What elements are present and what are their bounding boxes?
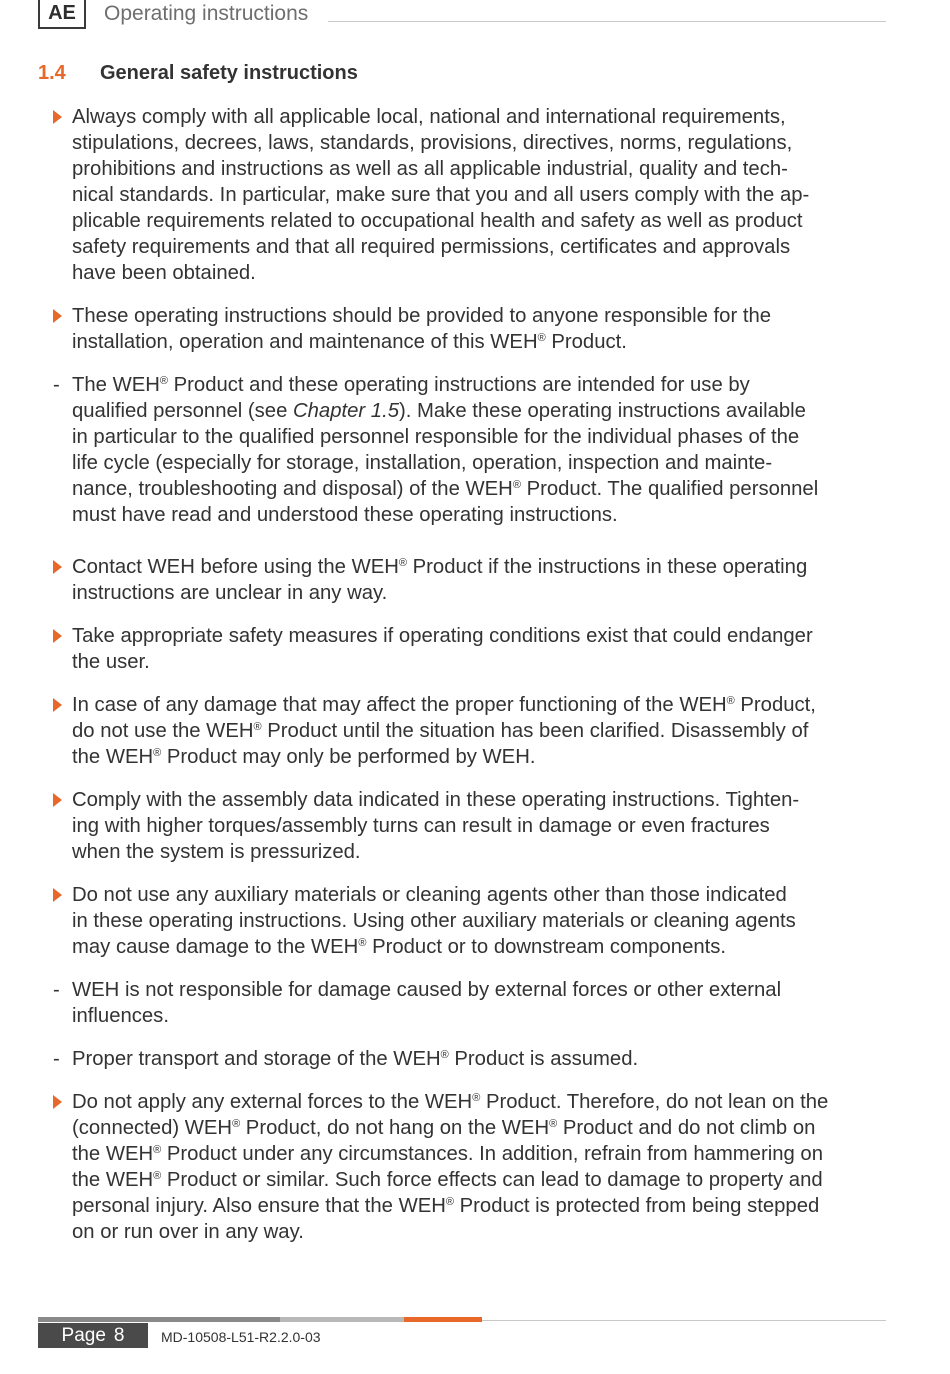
instruction-item [50, 372, 888, 528]
instruction-item [50, 1089, 888, 1245]
instruction-line: when the system is pressurized. [72, 841, 361, 863]
footer-bar [38, 1317, 886, 1323]
section-heading [38, 62, 358, 85]
bullet-dash-icon [50, 977, 66, 1003]
triangle-shape [53, 793, 62, 807]
section-title: General safety instructions [100, 62, 358, 84]
footer-bar-light [280, 1317, 404, 1322]
instruction-item [50, 303, 888, 355]
instruction-line: in particular to the qualified personnel responsible for the individual phases of the [72, 426, 800, 448]
instruction-item [50, 692, 888, 770]
instruction-line: influences. [72, 1005, 169, 1027]
page-label: Page [61, 1324, 106, 1346]
instruction-item [50, 623, 888, 675]
instruction-line: ing with higher torques/assembly turns can result in damage or even fractures [72, 815, 770, 837]
language-badge: AE [38, 0, 86, 29]
bullet-triangle-icon [50, 1089, 66, 1115]
bullet-dash-icon [50, 1046, 66, 1072]
instruction-line: Take appropriate safety measures if operating conditions exist that could endanger [72, 625, 813, 647]
bullet-dash-icon [50, 372, 66, 398]
instruction-line: Do not apply any external forces to the WEH® Product. Therefore, do not lean on the [72, 1091, 829, 1113]
instruction-line: safety requirements and that all required permissions, certificates and approvals [72, 236, 791, 258]
instruction-line: instructions are unclear in any way. [72, 582, 388, 604]
instruction-line: qualified personnel (see Chapter 1.5). Make these operating instructions available [72, 400, 806, 422]
instruction-line: These operating instructions should be provided to anyone responsible for the [72, 305, 772, 327]
dash-glyph: - [53, 1048, 60, 1070]
page-number: 8 [113, 1324, 125, 1346]
instruction-line: the WEH® Product or similar. Such force effects can lead to damage to property and [72, 1169, 823, 1191]
instruction-line: the user. [72, 651, 150, 673]
triangle-shape [53, 698, 62, 712]
dash-glyph: - [53, 979, 60, 1001]
instruction-line: the WEH® Product may only be performed by WEH. [72, 746, 536, 768]
instruction-line: In case of any damage that may affect the proper functioning of the WEH® Product, [72, 694, 816, 716]
instruction-item [50, 104, 888, 286]
safety-instructions-list [50, 104, 888, 1245]
footer-bar-dark [38, 1317, 280, 1322]
page-number-box [38, 1323, 148, 1348]
instruction-item [50, 977, 888, 1029]
document-id: MD-10508-L51-R2.2.0-03 [161, 1329, 321, 1345]
triangle-shape [53, 629, 62, 643]
bullet-triangle-icon [50, 104, 66, 130]
instruction-line: must have read and understood these operating instructions. [72, 504, 618, 526]
instruction-item [50, 787, 888, 865]
instruction-line: the WEH® Product under any circumstances. In addition, refrain from hammering on [72, 1143, 823, 1165]
instruction-item [50, 554, 888, 606]
dash-glyph: - [53, 374, 60, 396]
footer-rule [482, 1320, 886, 1321]
instruction-line: stipulations, decrees, laws, standards, provisions, directives, norms, regulations, [72, 132, 793, 154]
instruction-line: Contact WEH before using the WEH® Product if the instructions in these operating [72, 556, 808, 578]
instruction-line: nance, troubleshooting and disposal) of the WEH® Product. The qualified personnel [72, 478, 819, 500]
instruction-line: prohibitions and instructions as well as all applicable industrial, quality and tech- [72, 158, 788, 180]
instruction-line: personal injury. Also ensure that the WEH® Product is protected from being stepped [72, 1195, 820, 1217]
instruction-line: may cause damage to the WEH® Product or to downstream components. [72, 936, 727, 958]
instruction-line: Do not use any auxiliary materials or cleaning agents other than those indicated [72, 884, 787, 906]
instruction-line: Comply with the assembly data indicated in these operating instructions. Tighten- [72, 789, 800, 811]
instruction-line: (connected) WEH® Product, do not hang on the WEH® Product and do not climb on [72, 1117, 816, 1139]
bullet-triangle-icon [50, 787, 66, 813]
bullet-triangle-icon [50, 882, 66, 908]
triangle-shape [53, 560, 62, 574]
instruction-line: nical standards. In particular, make sure that you and all users comply with the ap- [72, 184, 810, 206]
bullet-triangle-icon [50, 692, 66, 718]
triangle-shape [53, 309, 62, 323]
instruction-line: WEH is not responsible for damage caused by external forces or other external [72, 979, 782, 1001]
instruction-line: Proper transport and storage of the WEH® Product is assumed. [72, 1048, 639, 1070]
page-header [38, 0, 886, 32]
triangle-shape [53, 110, 62, 124]
bullet-triangle-icon [50, 623, 66, 649]
instruction-line: Always comply with all applicable local, national and international requirements, [72, 106, 786, 128]
instruction-line: do not use the WEH® Product until the situation has been clarified. Disassembly of [72, 720, 809, 742]
instruction-line: plicable requirements related to occupational health and safety as well as product [72, 210, 803, 232]
instruction-item [50, 1046, 888, 1072]
header-rule [328, 21, 886, 22]
instruction-line: The WEH® Product and these operating instructions are intended for use by [72, 374, 750, 396]
bullet-triangle-icon [50, 303, 66, 329]
bullet-triangle-icon [50, 554, 66, 580]
triangle-shape [53, 1095, 62, 1109]
footer-bar-accent [404, 1317, 482, 1322]
instruction-line: have been obtained. [72, 262, 256, 284]
instruction-line: installation, operation and maintenance of this WEH® Product. [72, 331, 627, 353]
instruction-line: in these operating instructions. Using other auxiliary materials or cleaning agents [72, 910, 796, 932]
instruction-item [50, 882, 888, 960]
section-number: 1.4 [38, 62, 66, 84]
document-title: Operating instructions [104, 2, 309, 25]
instruction-line: life cycle (especially for storage, installation, operation, inspection and mainte- [72, 452, 773, 474]
triangle-shape [53, 888, 62, 902]
instruction-line: on or run over in any way. [72, 1221, 304, 1243]
